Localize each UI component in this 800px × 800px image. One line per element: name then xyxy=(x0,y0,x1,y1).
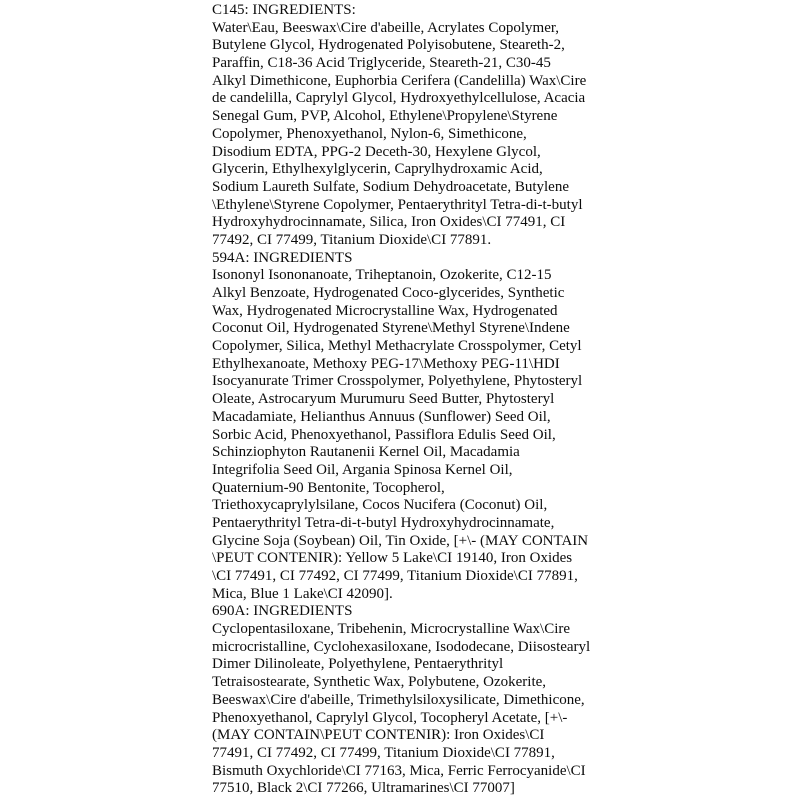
ingredient-line: Copolymer, Silica, Methyl Methacrylate Crosspolymer, Cetyl xyxy=(212,338,582,355)
ingredient-line: Copolymer, Phenoxyethanol, Nylon-6, Simethicone, xyxy=(212,125,527,142)
ingredient-line: Integrifolia Seed Oil, Argania Spinosa Kernel Oil, xyxy=(212,461,513,478)
ingredient-line: Paraffin, C18-36 Acid Triglyceride, Steareth-21, C30-45 xyxy=(212,55,551,72)
ingredient-line: 77492, CI 77499, Titanium Dioxide\CI 77891. xyxy=(212,231,492,248)
ingredient-line: Ethylhexanoate, Methoxy PEG-17\Methoxy PEG-11\HDI xyxy=(212,355,560,372)
ingredient-line: \PEUT CONTENIR): Yellow 5 Lake\CI 19140, Iron Oxides xyxy=(212,550,573,567)
ingredient-line: Bismuth Oxychloride\CI 77163, Mica, Ferric Ferrocyanide\CI xyxy=(212,762,586,779)
ingredient-line: Triethoxycaprylylsilane, Cocos Nucifera (Coconut) Oil, xyxy=(212,497,548,514)
ingredient-line: Mica, Blue 1 Lake\CI 42090]. xyxy=(212,585,393,602)
ingredient-line: Disodium EDTA, PPG-2 Deceth-30, Hexylene Glycol, xyxy=(212,143,541,160)
ingredient-line: \Ethylene\Styrene Copolymer, Pentaerythrityl Tetra-di-t-butyl xyxy=(212,196,583,213)
section-heading: 594A: INGREDIENTS xyxy=(212,249,353,266)
ingredient-line: Coconut Oil, Hydrogenated Styrene\Methyl Styrene\Indene xyxy=(212,320,570,337)
ingredient-line: Dimer Dilinoleate, Polyethylene, Pentaerythrityl xyxy=(212,656,504,673)
ingredient-line: (MAY CONTAIN\PEUT CONTENIR): Iron Oxides\CI xyxy=(212,727,545,744)
ingredient-line: Pentaerythrityl Tetra-di-t-butyl Hydroxyhydrocinnamate, xyxy=(212,514,555,531)
ingredient-line: microcristalline, Cyclohexasiloxane, Isododecane, Diisostearyl xyxy=(212,638,591,655)
ingredients-text-block xyxy=(212,2,652,798)
ingredient-line: Alkyl Benzoate, Hydrogenated Coco-glycerides, Synthetic xyxy=(212,285,565,301)
ingredient-line: Sorbic Acid, Phenoxyethanol, Passiflora Edulis Seed Oil, xyxy=(212,426,556,443)
ingredient-line: Cyclopentasiloxane, Tribehenin, Microcrystalline Wax\Cire xyxy=(212,621,571,638)
ingredient-line: Senegal Gum, PVP, Alcohol, Ethylene\Propylene\Styrene xyxy=(212,108,558,125)
ingredient-line: de candelilla, Caprylyl Glycol, Hydroxyethylcellulose, Acacia xyxy=(212,90,586,107)
ingredient-line: Wax, Hydrogenated Microcrystalline Wax, Hydrogenated xyxy=(212,302,558,319)
ingredient-line: Hydroxyhydrocinnamate, Silica, Iron Oxides\CI 77491, CI xyxy=(212,214,566,231)
ingredient-line: Beeswax\Cire d'abeille, Trimethylsiloxysilicate, Dimethicone, xyxy=(212,691,585,708)
ingredient-line: Butylene Glycol, Hydrogenated Polyisobutene, Steareth-2, xyxy=(212,37,565,54)
ingredient-line: Glycerin, Ethylhexylglycerin, Caprylhydroxamic Acid, xyxy=(212,161,543,178)
section-heading: 690A: INGREDIENTS xyxy=(212,603,353,620)
ingredient-line: Alkyl Dimethicone, Euphorbia Cerifera (Candelilla) Wax\Cire xyxy=(212,72,587,89)
ingredient-line: Sodium Laureth Sulfate, Sodium Dehydroacetate, Butylene xyxy=(212,178,569,195)
ingredient-line: 77510, Black 2\CI 77266, Ultramarines\CI 77007] xyxy=(212,780,515,797)
ingredient-line: Tetraisostearate, Synthetic Wax, Polybutene, Ozokerite, xyxy=(212,674,547,691)
ingredient-line: Schinziophyton Rautanenii Kernel Oil, Macadamia xyxy=(212,444,520,461)
ingredient-line: Quaternium-90 Bentonite, Tocopherol, xyxy=(212,479,445,496)
ingredient-line: Macadamiate, Helianthus Annuus (Sunflower) Seed Oil, xyxy=(212,408,551,425)
ingredient-line: Glycine Soja (Soybean) Oil, Tin Oxide, [+\- (MAY CONTAIN xyxy=(212,532,589,549)
ingredient-line: 77491, CI 77492, CI 77499, Titanium Dioxide\CI 77891, xyxy=(212,744,555,761)
ingredient-line: \CI 77491, CI 77492, CI 77499, Titanium Dioxide\CI 77891, xyxy=(212,568,578,584)
ingredient-line: Phenoxyethanol, Caprylyl Glycol, Tocopheryl Acetate, [+\- xyxy=(212,709,568,726)
ingredient-line: Isocyanurate Trimer Crosspolymer, Polyethylene, Phytosteryl xyxy=(212,373,583,390)
section-heading: C145: INGREDIENTS: xyxy=(212,2,356,18)
ingredient-line: Oleate, Astrocaryum Murumuru Seed Butter, Phytosteryl xyxy=(212,391,555,408)
ingredient-line: Water\Eau, Beeswax\Cire d'abeille, Acrylates Copolymer, xyxy=(212,19,560,36)
ingredient-line: Isononyl Isononanoate, Triheptanoin, Ozokerite, C12-15 xyxy=(212,267,552,284)
